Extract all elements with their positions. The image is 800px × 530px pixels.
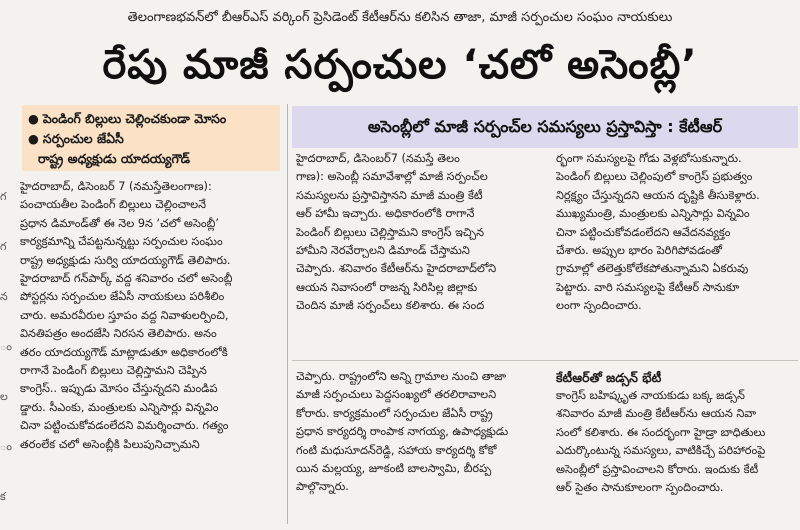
text-line: కాంగ్రెస్ బహిష్కృత నాయకుడు బక్క జడ్సన్ — [556, 389, 745, 402]
edge-char: క — [0, 490, 6, 503]
article-column-3 — [556, 150, 796, 316]
text-line: ముఖ్యమంత్రి, మంత్రులకు ఎన్నిసార్లు విన్నవిం — [556, 207, 750, 221]
edge-char: గ — [0, 190, 7, 203]
text-line: చెప్పారు. శనివారం కేటీఆర్‌ను హైదరాబాద్‌లోని — [296, 262, 497, 276]
text-line: తరం యాదయ్యగౌడ్ మాట్లాడుతూ అధికారంలోకి — [20, 345, 228, 359]
text-line: చేశారు. అప్పుల భారం పెరిగిపోవడంతో — [556, 244, 723, 258]
text-line: కాంగ్రెస్.. ఇప్పుడు మోసం చేస్తున్నదని మండిప — [20, 382, 218, 396]
text-line: రాష్ట్ర అధ్యక్షుడు సుర్వి యాదయ్యగౌడ్ తెలిపారు. — [20, 253, 231, 267]
column-divider — [287, 104, 288, 524]
edge-char: గ — [0, 240, 7, 253]
text-line: కార్యక్రమాన్ని చేపట్టనున్నట్టు సర్పంచుల సంఘం — [20, 235, 223, 249]
text-line: ప్రధాన కార్యదర్శి రాంపాక నాగయ్య, ఉపాధ్యక్షుడు — [296, 425, 509, 439]
highlight-item-continued: రాష్ట్ర అధ్యక్షుడు యాదయ్యగౌడ్ — [38, 151, 190, 166]
text-line: హైదరాబాద్, డిసెంబర్ 7 (నమస్తేతెలంగాణ): — [20, 180, 212, 193]
text-line: కోరారు. కార్యక్రమంలో సర్పంచుల జేఏసీ రాష్ట్ర — [296, 406, 493, 420]
text-line: చెందిన మాజీ సర్పంచ్‌లు కలిశారు. ఈ సంద — [296, 299, 485, 313]
text-line: నిర్లక్ష్యం చేస్తున్నదని ఆయన దృష్టికి తీసుకెళ్లారు. — [556, 188, 760, 202]
text-line: తరంలేక చలో అసెంబ్లీకి పిలుపునిచ్చామని — [20, 437, 200, 451]
text-line: గ్రామాల్లో తలెత్తుకోలేకపోతున్నామని ఏకరువు — [556, 262, 749, 276]
text-line: హైదరాబాద్, డిసెంబర్7 (నమస్తే తెలం — [296, 152, 460, 165]
text-line: పెండింగ్ బిల్లులు చెల్లిస్తామని కాంగ్రెస్ ఇచ్చిన — [296, 225, 485, 239]
text-line: ర్భంగా సమస్యలపై గోడు వెళ్లబోసుకున్నారు. — [556, 152, 742, 165]
text-line: మాజీ సర్పంచులు పెద్దసంఖ్యలో తరలిరావాలని — [296, 388, 497, 402]
text-line: పెండింగ్ బిల్లులు చెల్లింపులో కాంగ్రెస్ ప్రభుత్వం — [556, 170, 753, 184]
article-column-2 — [296, 150, 544, 316]
text-line: డ్డారు. సీఎంకు, మంత్రులకు ఎన్నిసార్లు విన్నవిం — [20, 400, 219, 414]
text-line: సంలో కలిశారు. ఈ సందర్భంగా హైడ్రా బాధితులు — [556, 425, 766, 439]
bullet-icon: ● — [28, 111, 39, 126]
text-line: ఆయన నివాసంలో రాజన్న సిరిసిల్ల జిల్లాకు — [296, 280, 478, 294]
edge-char: ల — [0, 390, 8, 403]
edge-char: న — [0, 290, 8, 303]
article-column-1 — [20, 178, 282, 454]
text-line: ఆర్ సైతం సానుకూలంగా స్పందించారు. — [556, 481, 724, 495]
article-column-4 — [296, 368, 544, 497]
text-line: పోస్టర్లను సర్పంచుల జేఏసీ నాయకులు పరిశీలిం — [20, 290, 225, 304]
article-column-5 — [556, 368, 796, 497]
text-line: లంగా స్పందించారు. — [556, 299, 642, 313]
highlights-box — [22, 105, 280, 171]
highlight-item: ● సర్పంచుల జేఏసీ — [28, 131, 124, 146]
text-line: గాణ): అసెంబ్లీ సమావేశాల్లో మాజీ సర్పంచ్‌ల — [296, 170, 488, 184]
kicker-line: తెలంగాణభవన్‌లో బీఆర్ఎస్ వర్కింగ్ ప్రెసిడెంట్ కేటీఆర్‌ను కలిసిన తాజా, మాజీ సర్పంచుల సంఘం నాయకులు — [127, 10, 673, 25]
text-line: అసెంబ్లీలో ప్రస్తావించాలని కోరారు. ఇందుకు కేటీ — [556, 462, 759, 476]
text-line: పాల్గొన్నారు. — [296, 480, 349, 494]
text-line: పెట్టారు. వారి సమస్యలపై కేటీఆర్ సానుకూ — [556, 280, 740, 294]
text-line: హైదరాబాద్ గన్‌పార్క్ వద్ద శనివారం చలో అసెంబ్లీ — [20, 272, 233, 286]
section-subheading: కేటీఆర్‌తో జడ్సన్ భేటీ — [556, 370, 662, 385]
adjacent-column-edge — [0, 100, 14, 530]
sub-article-heading: అసెంబ్లీలో మాజీ సర్పంచ్‌ల సమస్యలు ప్రస్తావిస్తా : కేటీఆర్ — [292, 106, 798, 148]
highlight-item: ● పెండింగ్ బిల్లులు చెల్లించకుండా మోసం — [28, 111, 227, 126]
text-line: రాగానే పెండింగ్ బిల్లులు చెల్లిస్తామని చెప్పిన — [20, 364, 207, 378]
bullet-icon: ● — [28, 131, 39, 146]
text-line: చినా పట్టించుకోవడంలేదని విమర్శించారు. గత్యం — [20, 419, 229, 433]
text-line: ఎదుర్కొంటున్న సమస్యలు, వాటికిచ్చే పరిహారంపై — [556, 444, 766, 458]
text-line: గంటి మధుసూదన్‌రెడ్డి, సహాయ కార్యదర్శి కోకో — [296, 443, 497, 457]
text-line: ఆర్ హామీ ఇచ్చారు. అధికారంలోకి రాగానే — [296, 207, 475, 221]
edge-char: ం — [0, 340, 12, 353]
text-line: చినా పట్టించుకోవడంలేదని ఆవేదనవ్యక్తం — [556, 225, 731, 239]
text-line: యిన మల్లయ్య, జూకంటి బాలస్వామి, బీరప్ప — [296, 462, 492, 476]
text-line: శనివారం మాజీ మంత్రి కేటీఆర్‌ను ఆయన నివా — [556, 407, 757, 421]
text-line: చారు. అమరవీరుల స్తూపం వద్ద నివాళులర్పించి, — [20, 308, 229, 322]
text-line: చెప్పారు. రాష్ట్రంలోని అన్ని గ్రామాల నుంచి తాజా — [296, 370, 506, 383]
text-line: సమస్యలను ప్రస్తావిస్తానని మాజీ మంత్రి కేటీ — [296, 188, 483, 202]
headline: రేపు మాజీ సర్పంచుల ‘చలో అసెంబ్లీ’ — [102, 42, 698, 88]
text-line: వినతిపత్రం అందజేసి నిరసన తెలిపారు. అనం — [20, 327, 217, 341]
text-line: ప్రధాన డిమాండ్‌తో ఈ నెల 9న ‘చలో అసెంబ్లీ’ — [20, 216, 219, 230]
text-line: హామీని నెరవేర్చాలని డిమాండ్ చేస్తామని — [296, 244, 470, 258]
section-divider — [292, 360, 798, 361]
edge-char: ం — [0, 440, 12, 453]
text-line: పంచాయతీల పెండింగ్ బిల్లులు చెల్లించాలనే — [20, 198, 207, 212]
